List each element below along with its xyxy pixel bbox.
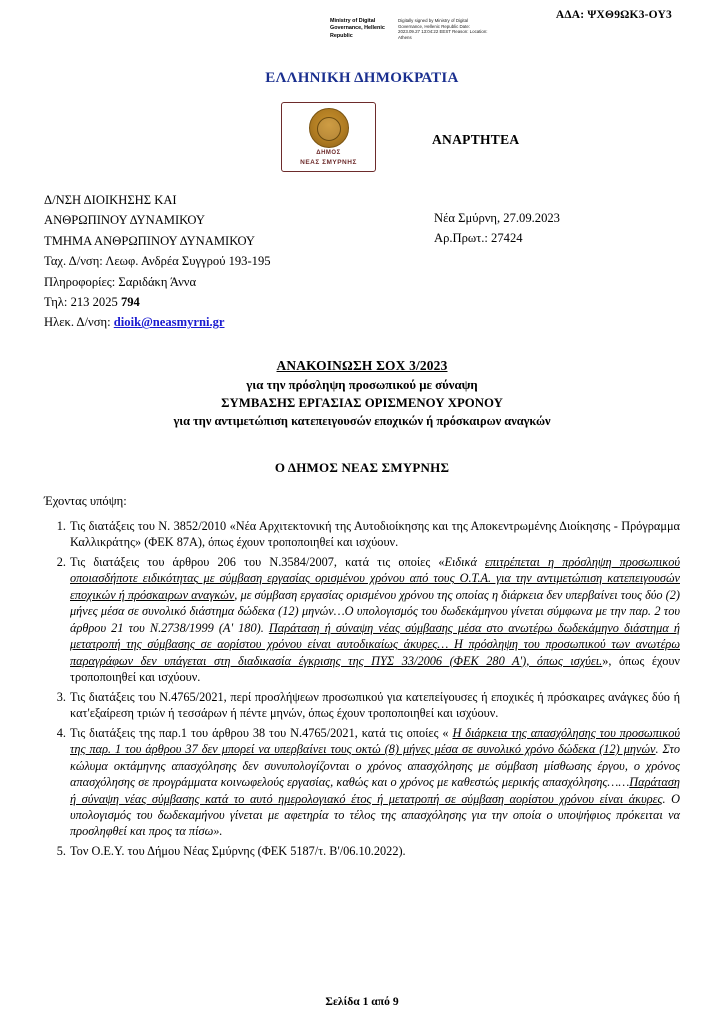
emblem-line-1: ΔΗΜΟΣ xyxy=(316,150,341,156)
text-run: επιτρέπεται η πρόσληψη προσωπικού οποιασδήποτε ειδικότητας με σύμβαση εργασίας ορισμένου χρόνου από τους Ο.Τ.Α. για την αντιμετώπιση κατεπειγουσών εποχικών ή πρόσκαιρων αναγκών xyxy=(70,554,681,602)
text-run: Παράταση ή σύναψη νέας σύμβασης μέσα στο ανωτέρω δωδεκάμηνο διάστημα ή μετατροπή της σύμβασης σε αορίστου χρόνου είναι αυτοδικαίως άκυρες… Η πρόσληψη του προσωπικού των ανωτέρω παραγράφων δεν υπάγεται στη διαδικασία έγκρισης της ΠΥΣ 33/2006 (ΦΕΚ 280 Α'), όπως ισχύει. xyxy=(70,620,680,668)
emblem-line-2: ΝΕΑΣ ΣΜΥΡΝΗΣ xyxy=(300,159,357,166)
text-run: », όπως έχουν τροποποιηθεί και ισχύουν. xyxy=(70,653,680,685)
preamble-text: Έχοντας υπόψη: xyxy=(44,494,127,508)
list-item xyxy=(44,689,680,722)
text-run: Τις διατάξεις της παρ.1 του άρθρου 38 του Ν.4765/2021, κατά τις οποίες « xyxy=(70,725,453,740)
footer-page-number: 9 xyxy=(392,995,399,1008)
ada-code: ΑΔΑ: ΨΧΘ9ΩΚ3-ΟΥ3 xyxy=(555,9,672,21)
signature-details: Digitally signed by Ministry of Digital Governance, Hellenic Republic Date: 2023.09.27 13:04:22 EEST Reason: Location: Athens xyxy=(398,18,488,41)
signature-authority: Ministry of Digital Governance, Hellenic Republic xyxy=(330,18,385,39)
text-run: . Ο υπολογισμός του δωδεκαμήνου γίνεται με αφετηρία το τέλος της απασχόλησης για την οποία ο υποψήφιος πρόκειται να προσληφθεί και προς τα πίσω». xyxy=(70,791,680,839)
list-item xyxy=(44,518,680,551)
text-run: Παράταση ή σύναψη νέας σύμβασης κατά το αυτό ημερολογιακό έτος ή μετατροπή σε σύμβαση αορίστου χρόνου είναι άκυρες xyxy=(70,775,680,806)
list-item-number: 3. xyxy=(56,689,66,704)
header-right-block xyxy=(434,208,684,249)
list-item-number: 4. xyxy=(56,725,66,740)
text-run: . Στο κώλυμα οκτάμηνης απασχόλησης δεν συνυπολογίζονται ο χρόνος απασχόλησης με σύμβαση μίσθωσης έργου, ο χρόνος απασχόλησης σε προγράμματα κοινωφελούς εργασίας, καθώς και ο χρόνος με καθεστώς μερικής απασχόλησης…… xyxy=(70,742,680,790)
phone-label: Τηλ: 213 2025 xyxy=(44,294,121,309)
postal-address: Ταχ. Δ/νση: Λεωφ. Ανδρέα Συγγρού 193-195 xyxy=(44,254,271,269)
list-item-text xyxy=(70,690,680,720)
text-run: Τις διατάξεις του Ν. 3852/2010 «Νέα Αρχιτεκτονική της Αυτοδιοίκησης και της Αποκεντρωμένης Διοίκησης - Πρόγραμμα Καλλικράτης» (ΦΕΚ 87Α), όπως έχουν τροποποιηθεί και ισχύουν. xyxy=(70,519,680,550)
list-item xyxy=(44,725,680,840)
email-label: Ηλεκ. Δ/νση: xyxy=(44,315,114,330)
place-and-date: Νέα Σμύρνη, 27.09.2023 xyxy=(434,211,560,225)
department-line-1: Δ/ΝΣΗ ΔΙΟΙΚΗΣΗΣ ΚΑΙ xyxy=(44,193,177,207)
announcement-title: ΑΝΑΚΟΙΝΩΣΗ ΣΟΧ 3/2023 xyxy=(276,358,448,373)
list-item-text xyxy=(70,555,680,684)
list-item-text xyxy=(70,519,680,549)
legal-basis-list xyxy=(44,518,680,862)
list-item-text xyxy=(70,726,680,839)
protocol-number: Αρ.Πρωτ.: 27424 xyxy=(434,231,523,246)
page-footer xyxy=(0,995,724,1008)
announcement-subtitle-3: για την αντιμετώπιση κατεπειγουσών εποχικών ή πρόσκαιρων αναγκών xyxy=(173,414,551,428)
list-item-number: 1. xyxy=(56,519,66,533)
phone-line xyxy=(44,292,374,312)
list-item-text xyxy=(70,844,406,858)
list-item xyxy=(44,843,680,859)
municipality-emblem xyxy=(281,102,376,172)
text-run: , με σύμβαση εργασίας ορισμένου χρόνου της οποίας η διάρκεια δεν υπερβαίνει τους δύο (2) μήνες μέσα σε συνολικό διάστημα δώδεκα (12) μηνών…Ο υπολογισμός του δωδεκάμηνου γίνεται σύμφωνα με την παρ. 2 του άρθρου 21 του Ν.2738/1999 (Α' 180). xyxy=(70,587,680,635)
footer-prefix: Σελίδα 1 από xyxy=(325,995,393,1008)
list-item-number: 2. xyxy=(56,554,66,569)
announcement-title-block xyxy=(0,358,724,429)
contact-person: Πληροφορίες: Σαριδάκη Άννα xyxy=(44,274,197,289)
announcement-subtitle-2: ΣΥΜΒΑΣΗΣ ΕΡΓΑΣΙΑΣ ΟΡΙΣΜΕΝΟΥ ΧΡΟΝΟΥ xyxy=(221,396,503,410)
text-run: Τις διατάξεις του άρθρου 206 του Ν.3584/2007, κατά τις οποίες « xyxy=(70,554,445,569)
header-left-block xyxy=(44,190,374,333)
email-line xyxy=(44,312,374,332)
list-item-number: 5. xyxy=(56,843,66,858)
text-run: Τις διατάξεις του Ν.4765/2021, περί προσλήψεων προσωπικού για κατεπείγουσες ή εποχικές ή πρόσκαιρες ανάγκες δύο ή κατ'εξαίρεση τριών ή τεσσάρων ή πέντε μηνών, όπως έχουν τροποποιηθεί και ισχύουν. xyxy=(70,689,680,721)
department-line-2: ΑΝΘΡΩΠΙΝΟΥ ΔΥΝΑΜΙΚΟΥ xyxy=(44,213,205,228)
text-run: Τον Ο.Ε.Υ. του Δήμου Νέας Σμύρνης (ΦΕΚ 5187/τ. Β'/06.10.2022). xyxy=(70,843,406,858)
email-link[interactable]: dioik@neasmyrni.gr xyxy=(113,315,225,330)
seal-icon xyxy=(309,108,349,148)
announcement-subtitle-1: για την πρόσληψη προσωπικού με σύναψη xyxy=(246,378,478,392)
text-run: Ειδικά xyxy=(444,554,486,569)
text-run: Η διάρκεια της απασχόλησης του προσωπικού της παρ. 1 του άρθρου 37 δεν μπορεί να υπερβαίνει τους οκτώ (8) μήνες μέσα σε συνολικό χρόνο δώδεκα (12) μηνών xyxy=(70,725,680,757)
department-line-3: ΤΜΗΜΑ ΑΝΘΡΩΠΙΝΟΥ ΔΥΝΑΜΙΚΟΥ xyxy=(44,233,256,248)
list-item xyxy=(44,554,680,686)
page-title: ΕΛΛΗΝΙΚΗ ΔΗΜΟΚΡΑΤΙΑ xyxy=(265,70,459,86)
phone-number: 794 xyxy=(120,294,140,309)
anartitea-label: ΑΝΑΡΤΗΤΕΑ xyxy=(432,132,520,147)
issuing-authority: Ο ΔΗΜΟΣ ΝΕΑΣ ΣΜΥΡΝΗΣ xyxy=(274,460,450,475)
